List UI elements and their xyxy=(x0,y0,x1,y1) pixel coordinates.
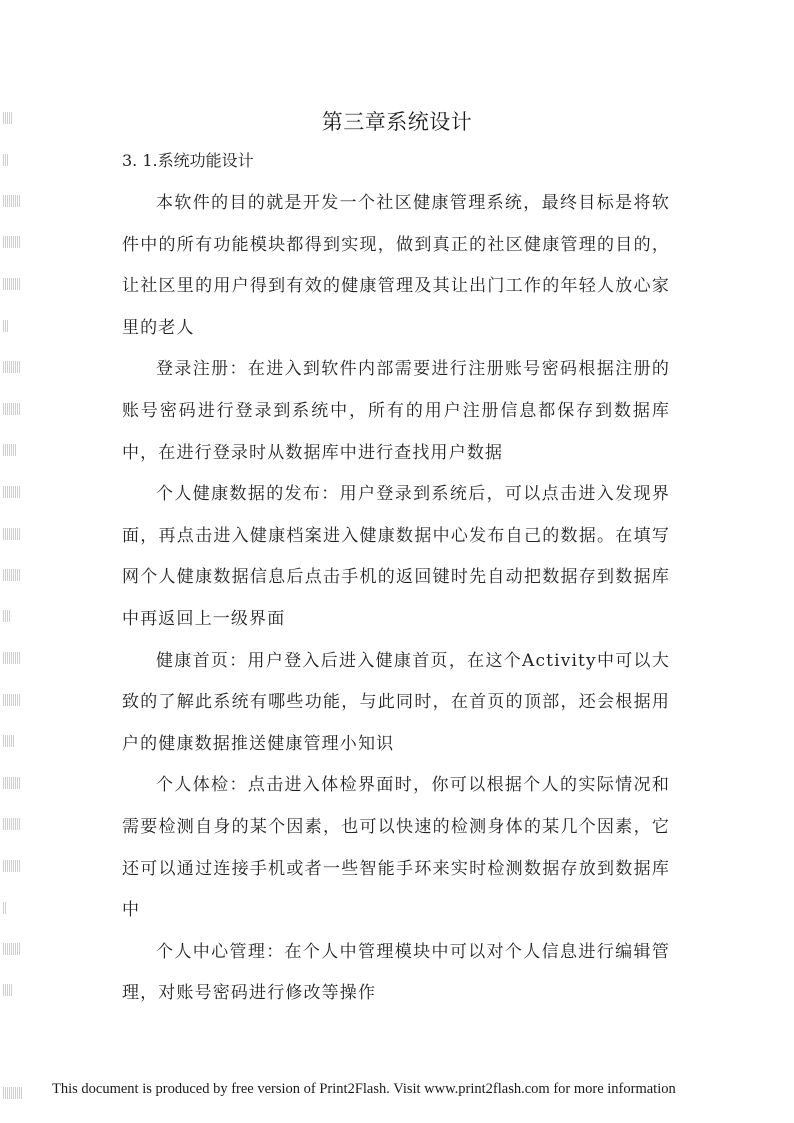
section-title: 3. 1.系统功能设计 xyxy=(122,151,254,170)
paragraph-health-data-publish: 个人健康数据的发布：用户登录到系统后，可以点击进入发现界面，再点击进入健康档案进入健康数据中心发布自己的数据。在填写网个人健康数据信息后点击手机的返回键时先自动把数据存到数据库中再返回上一级界面 xyxy=(122,484,670,629)
margin-artifact xyxy=(3,902,7,914)
paragraph-health-home: 健康首页：用户登入后进入健康首页，在这个Activity中可以大致的了解此系统有哪些功能，与此同时，在首页的顶部，还会根据用户的健康数据推送健康管理小知识 xyxy=(122,650,670,754)
paragraph-intro: 本软件的目的就是开发一个社区健康管理系统，最终目标是将软件中的所有功能模块都得到实现，做到真正的社区健康管理的目的，让社区里的用户得到有效的健康管理及其让出门工作的年轻人放心家里的老人 xyxy=(122,193,670,338)
margin-artifact xyxy=(3,236,21,248)
chapter-title: 第三章系统设计 xyxy=(321,110,473,134)
margin-artifact xyxy=(3,444,17,456)
body-text xyxy=(122,183,670,1015)
margin-artifact xyxy=(3,528,21,540)
margin-artifact xyxy=(3,818,21,830)
margin-artifact xyxy=(3,569,21,581)
margin-artifact xyxy=(3,278,21,290)
margin-artifact xyxy=(3,154,9,166)
margin-artifact xyxy=(3,361,21,373)
margin-artifact xyxy=(3,777,21,789)
margin-artifact xyxy=(3,860,21,872)
paragraph-personal-checkup: 个人体检：点击进入体检界面时，你可以根据个人的实际情况和需要检测自身的某个因素，也可以快速的检测身体的某几个因素，它还可以通过连接手机或者一些智能手环来实时检测数据存放到数据库中 xyxy=(122,775,670,921)
margin-artifact xyxy=(3,320,9,332)
margin-artifact xyxy=(3,610,11,622)
margin-artifact xyxy=(3,943,21,955)
paragraph-personal-center: 个人中心管理：在个人中管理模块中可以对个人信息进行编辑管理，对账号密码进行修改等操作 xyxy=(122,941,670,1004)
paragraph-login-register: 登录注册：在进入到软件内部需要进行注册账号密码根据注册的账号密码进行登录到系统中，所有的用户注册信息都保存到数据库中，在进行登录时从数据库中进行查找用户数据 xyxy=(122,359,670,463)
footer-notice: This document is produced by free version of Print2Flash. Visit www.print2flash.com for more information xyxy=(52,1081,676,1097)
margin-artifact xyxy=(3,486,21,498)
margin-artifact xyxy=(3,735,15,747)
margin-artifact xyxy=(3,984,13,996)
margin-artifact xyxy=(3,403,21,415)
margin-artifact xyxy=(3,195,21,207)
margin-artifact xyxy=(3,1087,23,1099)
margin-artifact xyxy=(3,652,21,664)
margin-artifact xyxy=(3,694,21,706)
